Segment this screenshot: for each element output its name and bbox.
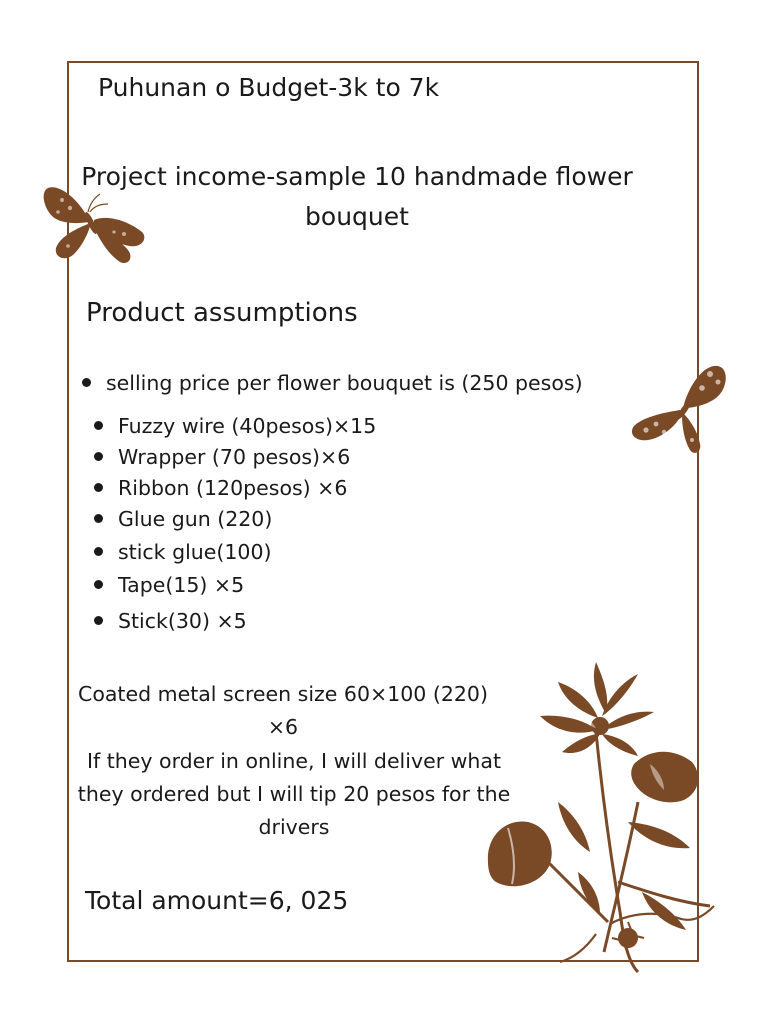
bullet-icon — [94, 421, 103, 430]
bullet-icon — [82, 378, 91, 387]
bullet-icon — [94, 580, 103, 589]
project-income-heading: Project income-sample 10 handmade flower bouquet — [81, 162, 633, 231]
flower-bouquet-illustration — [478, 652, 728, 982]
budget-heading: Puhunan o Budget-3k to 7k — [98, 73, 440, 102]
selling-price-item — [82, 371, 583, 395]
coated-screen-note: Coated metal screen size 60×100 (220) ×6 — [78, 682, 488, 739]
bullet-icon — [94, 616, 103, 625]
list-item: Glue gun (220) — [94, 507, 272, 531]
list-item: Stick(30) ×5 — [94, 609, 247, 633]
bullet-icon — [94, 452, 103, 461]
list-item: Wrapper (70 pesos)×6 — [94, 445, 350, 469]
moth-icon — [628, 360, 732, 456]
list-item: Ribbon (120pesos) ×6 — [94, 476, 347, 500]
selling-price-text: selling price per flower bouquet is (250 pesos) — [106, 371, 583, 395]
product-assumptions-heading: Product assumptions — [86, 298, 358, 328]
bullet-icon — [94, 514, 103, 523]
butterfly-icon — [38, 178, 150, 270]
delivery-note: If they order in online, I will deliver what they ordered but I will tip 20 pesos for the drivers — [77, 749, 511, 839]
list-item: stick glue(100) — [94, 540, 272, 564]
list-item: Fuzzy wire (40pesos)×15 — [94, 414, 376, 438]
bullet-icon — [94, 483, 103, 492]
total-amount: Total amount=6, 025 — [85, 886, 349, 915]
bullet-icon — [94, 547, 103, 556]
list-item: Tape(15) ×5 — [94, 573, 244, 597]
